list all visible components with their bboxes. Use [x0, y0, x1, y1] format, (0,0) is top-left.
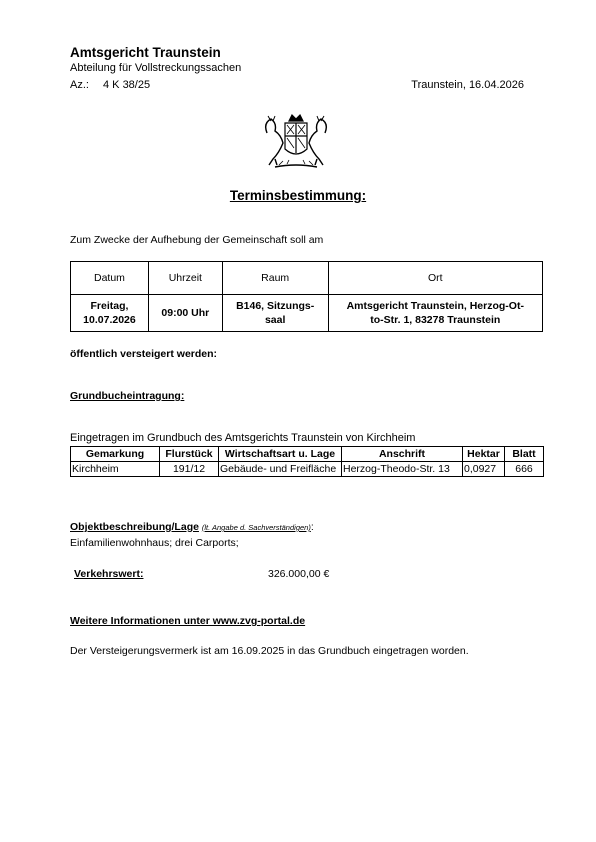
- table-cell: Gebäude- und Freifläche: [219, 462, 342, 477]
- room-line: B146, Sitzungs-: [236, 300, 315, 312]
- place-line: Amtsgericht Traunstein, Herzog-Ot-: [346, 300, 524, 312]
- column-header: Hektar: [463, 447, 505, 462]
- table-cell: 191/12: [160, 462, 219, 477]
- court-name: Amtsgericht Traunstein: [70, 45, 221, 60]
- appointment-place: [328, 295, 542, 332]
- table-cell: 666: [505, 462, 544, 477]
- column-header: Anschrift: [342, 447, 463, 462]
- market-value-label: Verkehrswert:: [74, 568, 144, 580]
- document-title: Terminsbestimmung:: [229, 188, 367, 203]
- department: Abteilung für Vollstreckungssachen: [70, 62, 242, 74]
- table-row: [71, 295, 543, 332]
- more-info-link[interactable]: Weitere Informationen unter www.zvg-portal.de: [70, 615, 306, 627]
- appointment-table: [70, 261, 543, 332]
- column-header: Flurstück: [160, 447, 219, 462]
- appointment-time: 09:00 Uhr: [148, 295, 222, 332]
- table-cell: 0,0927: [463, 462, 505, 477]
- intro-text: Zum Zwecke der Aufhebung der Gemeinschaft soll am: [70, 234, 324, 246]
- land-register-intro: Eingetragen im Grundbuch des Amtsgerichts Traunstein von Kirchheim: [70, 432, 416, 444]
- table-header-row: [71, 262, 543, 295]
- place-date: Traunstein, 16.04.2026: [411, 79, 524, 91]
- column-header: Raum: [222, 262, 328, 295]
- file-number: 4 K 38/25: [103, 79, 151, 91]
- object-description-heading: [70, 521, 314, 533]
- land-register-heading: Grundbucheintragung:: [70, 390, 185, 402]
- column-header: Gemarkung: [71, 447, 160, 462]
- table-row: [71, 462, 544, 477]
- date-value: 10.07.2026: [83, 314, 136, 326]
- column-header: Ort: [328, 262, 542, 295]
- object-heading-suffix: :: [310, 521, 314, 533]
- file-number-label: Az.:: [70, 79, 89, 91]
- appointment-room: [222, 295, 328, 332]
- object-description: Einfamilienwohnhaus; drei Carports;: [70, 537, 239, 549]
- column-header: Datum: [71, 262, 149, 295]
- column-header: Uhrzeit: [148, 262, 222, 295]
- object-heading-text: Objektbeschreibung/Lage: [70, 521, 199, 533]
- auction-statement: öffentlich versteigert werden:: [70, 348, 218, 360]
- appointment-date: [71, 295, 149, 332]
- bavarian-coat-of-arms-icon: [261, 113, 331, 170]
- registration-note: Der Versteigerungsvermerk ist am 16.09.2025 in das Grundbuch eingetragen worden.: [70, 645, 469, 657]
- date-weekday: Freitag,: [90, 300, 129, 312]
- table-cell: Herzog-Theodo-Str. 13: [342, 462, 463, 477]
- land-register-table: [70, 446, 544, 477]
- room-line: saal: [264, 314, 286, 326]
- object-heading-note: (lt. Angabe d. Sachverständigen): [201, 523, 311, 532]
- market-value: 326.000,00 €: [268, 568, 330, 580]
- column-header: Blatt: [505, 447, 544, 462]
- table-cell: Kirchheim: [71, 462, 160, 477]
- place-line: to-Str. 1, 83278 Traunstein: [370, 314, 501, 326]
- column-header: Wirtschaftsart u. Lage: [219, 447, 342, 462]
- table-header-row: [71, 447, 544, 462]
